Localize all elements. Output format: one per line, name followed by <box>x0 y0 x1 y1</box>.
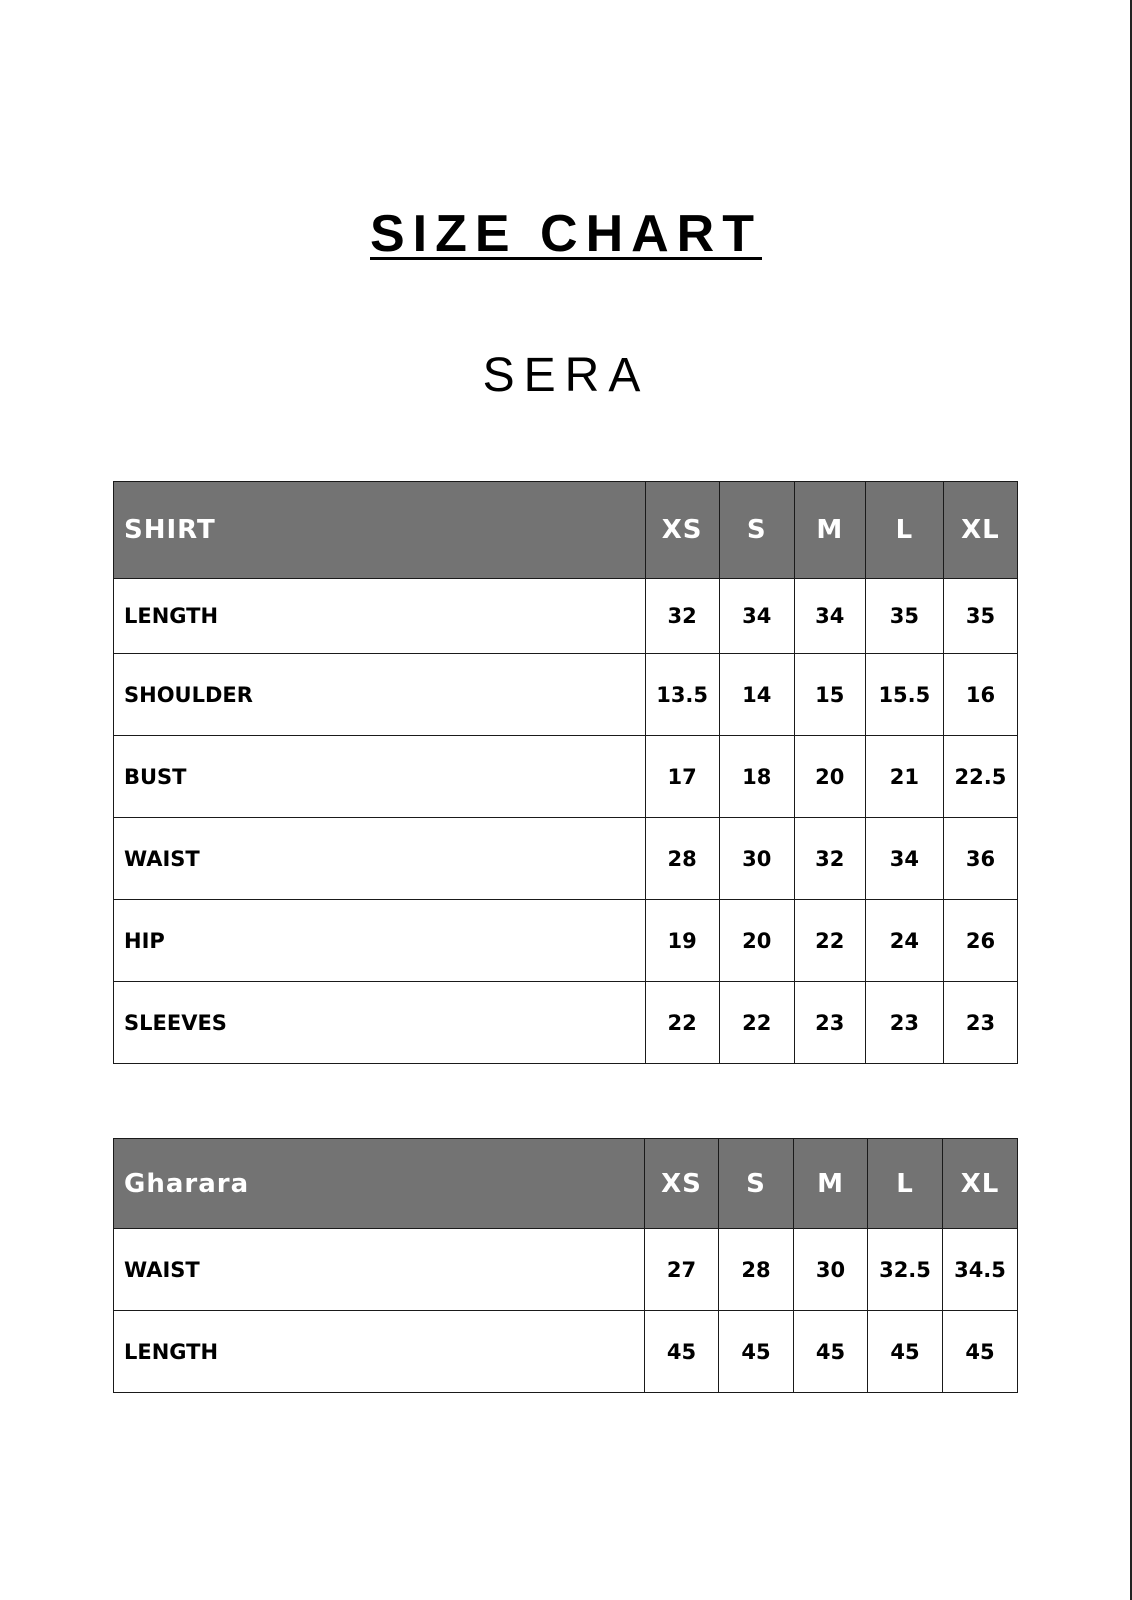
table-cell: 19 <box>645 900 719 982</box>
table-cell: 32 <box>794 818 865 900</box>
table-cell: 45 <box>645 1311 719 1393</box>
table-header-label: SHIRT <box>114 482 646 579</box>
size-header-s: S <box>719 1139 794 1229</box>
table-cell: 30 <box>719 818 794 900</box>
table-row <box>114 982 1018 1064</box>
row-label: SHOULDER <box>114 654 646 736</box>
row-label: WAIST <box>114 1229 645 1311</box>
row-label: LENGTH <box>114 1311 645 1393</box>
product-name: SERA <box>482 349 650 402</box>
table-cell: 15.5 <box>865 654 943 736</box>
size-header-xl: XL <box>943 1139 1018 1229</box>
table-cell: 28 <box>719 1229 794 1311</box>
page-title: SIZE CHART <box>370 205 762 263</box>
table-cell: 22 <box>645 982 719 1064</box>
table-cell: 36 <box>943 818 1017 900</box>
table-cell: 20 <box>794 736 865 818</box>
table-cell: 18 <box>719 736 794 818</box>
table-row <box>114 1229 1018 1311</box>
table-cell: 27 <box>645 1229 719 1311</box>
table-cell: 24 <box>865 900 943 982</box>
size-header-l: L <box>868 1139 943 1229</box>
table-cell: 22.5 <box>943 736 1017 818</box>
table-cell: 45 <box>943 1311 1018 1393</box>
table-row <box>114 818 1018 900</box>
table-cell: 45 <box>868 1311 943 1393</box>
table-row <box>114 654 1018 736</box>
row-label: HIP <box>114 900 646 982</box>
table-header-row <box>114 482 1018 579</box>
table-cell: 23 <box>865 982 943 1064</box>
table-cell: 14 <box>719 654 794 736</box>
table-cell: 22 <box>794 900 865 982</box>
row-label: LENGTH <box>114 579 646 654</box>
table-header-row <box>114 1139 1018 1229</box>
row-label: WAIST <box>114 818 646 900</box>
table-cell: 35 <box>943 579 1017 654</box>
table-row <box>114 1311 1018 1393</box>
table-cell: 45 <box>794 1311 868 1393</box>
table-cell: 23 <box>943 982 1017 1064</box>
size-header-l: L <box>865 482 943 579</box>
table-cell: 20 <box>719 900 794 982</box>
row-label: SLEEVES <box>114 982 646 1064</box>
table-row <box>114 900 1018 982</box>
table-cell: 21 <box>865 736 943 818</box>
size-header-xs: XS <box>645 1139 719 1229</box>
row-label: BUST <box>114 736 646 818</box>
table-cell: 32 <box>645 579 719 654</box>
table-cell: 34 <box>794 579 865 654</box>
table-cell: 30 <box>794 1229 868 1311</box>
size-header-m: M <box>794 1139 868 1229</box>
gharara-size-table <box>113 1138 1018 1393</box>
size-header-xs: XS <box>645 482 719 579</box>
table-row <box>114 579 1018 654</box>
table-header-label: Gharara <box>114 1139 645 1229</box>
shirt-size-table <box>113 481 1018 1064</box>
table-row <box>114 736 1018 818</box>
table-cell: 45 <box>719 1311 794 1393</box>
table-cell: 13.5 <box>645 654 719 736</box>
table-cell: 17 <box>645 736 719 818</box>
table-cell: 15 <box>794 654 865 736</box>
table-cell: 34 <box>865 818 943 900</box>
table-cell: 28 <box>645 818 719 900</box>
table-cell: 26 <box>943 900 1017 982</box>
size-header-xl: XL <box>943 482 1017 579</box>
table-cell: 34 <box>719 579 794 654</box>
table-cell: 35 <box>865 579 943 654</box>
size-header-s: S <box>719 482 794 579</box>
table-cell: 22 <box>719 982 794 1064</box>
size-header-m: M <box>794 482 865 579</box>
table-cell: 32.5 <box>868 1229 943 1311</box>
table-cell: 34.5 <box>943 1229 1018 1311</box>
table-cell: 23 <box>794 982 865 1064</box>
table-cell: 16 <box>943 654 1017 736</box>
